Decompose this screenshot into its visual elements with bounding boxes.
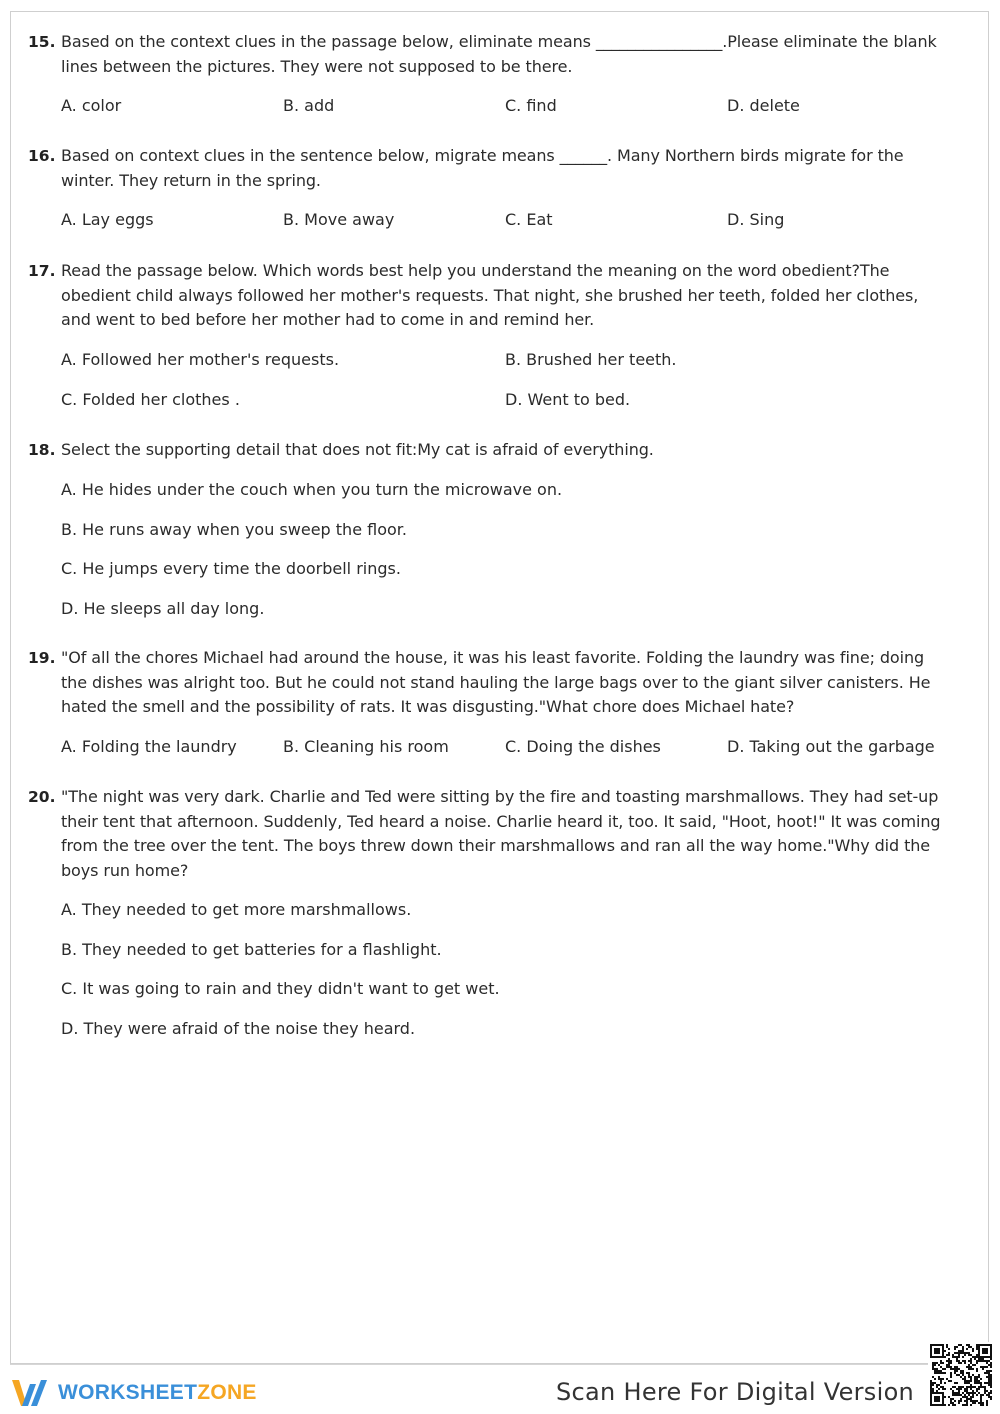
question-text: Based on context clues in the sentence below, migrate means ______. Many Northern birds migrate for the winter. They return in the spring. — [61, 146, 904, 190]
option-b[interactable]: B. Cleaning his room — [283, 736, 449, 756]
qr-code-icon[interactable] — [928, 1342, 994, 1408]
question-17 — [28, 259, 948, 414]
option-c[interactable]: C. find — [505, 96, 557, 115]
question-text: Based on the context clues in the passage below, eliminate means ________________.Please eliminate the blank lines between the pictures. They were not supposed to be there. — [61, 32, 937, 76]
question-number: 15. — [28, 33, 56, 51]
option-d[interactable]: D. Sing — [727, 210, 785, 229]
question-number: 20. — [28, 788, 56, 806]
option-a[interactable]: A. Lay eggs — [61, 210, 154, 229]
option-c[interactable]: C. Doing the dishes — [505, 736, 661, 756]
option-d[interactable]: D. He sleeps all day long. — [61, 598, 265, 618]
option-b[interactable]: B. Brushed her teeth. — [505, 349, 677, 369]
question-text: Read the passage below. Which words best help you understand the meaning on the word obedient?The obedient child always followed her mother's requests. That night, she brushed her teeth, folded her clothes, and went to bed before her mother had to come in and remind her. — [61, 261, 919, 329]
question-16 — [28, 144, 948, 234]
question-number: 16. — [28, 147, 56, 165]
worksheet-zone-logo[interactable] — [10, 1376, 257, 1410]
question-number: 18. — [28, 441, 56, 459]
question-19 — [28, 646, 948, 761]
option-c[interactable]: C. Eat — [505, 210, 553, 229]
option-c[interactable]: C. Folded her clothes . — [61, 389, 240, 409]
scan-instruction: Scan Here For Digital Version — [556, 1378, 915, 1406]
question-text: "The night was very dark. Charlie and Ted were sitting by the fire and toasting marshmallows. They had set-up their tent that afternoon. Suddenly, Ted heard a noise. Charlie heard it, too. It said, "Hoot, hoot!" It was coming from the tree over the tent. The boys threw down their marshmallows and ran all the way home."Why did the boys run home? — [61, 787, 941, 880]
question-text: "Of all the chores Michael had around the house, it was his least favorite. Folding the laundry was fine; doing the dishes was alright too. But he could not stand hauling the large bags over to the giant silver canisters. He hated the smell and the possibility of rats. It was disgusting."What chore does Michael hate? — [61, 648, 931, 716]
option-d[interactable]: D. delete — [727, 96, 800, 115]
question-number: 19. — [28, 649, 56, 667]
option-d[interactable]: D. Taking out the garbage — [727, 736, 935, 756]
option-a[interactable]: A. color — [61, 96, 122, 115]
question-18 — [28, 438, 948, 624]
option-c[interactable]: C. He jumps every time the doorbell rings. — [61, 558, 401, 578]
option-d[interactable]: D. Went to bed. — [505, 389, 631, 409]
option-d[interactable]: D. They were afraid of the noise they heard. — [61, 1019, 416, 1038]
w-logo-icon — [10, 1376, 52, 1410]
option-b[interactable]: B. Move away — [283, 210, 395, 229]
question-15 — [28, 30, 948, 120]
option-a[interactable]: A. Folding the laundry — [61, 736, 237, 756]
option-b[interactable]: B. add — [283, 96, 335, 115]
footer-divider — [10, 1364, 989, 1365]
question-20 — [28, 785, 948, 1044]
option-b[interactable]: B. They needed to get batteries for a flashlight. — [61, 940, 442, 959]
brand-name: WORKSHEETZONE — [58, 1381, 257, 1404]
option-a[interactable]: A. Followed her mother's requests. — [61, 349, 340, 369]
option-c[interactable]: C. It was going to rain and they didn't want to get wet. — [61, 979, 500, 998]
option-a[interactable]: A. They needed to get more marshmallows. — [61, 900, 412, 919]
question-text: Select the supporting detail that does not fit:My cat is afraid of everything. — [61, 440, 654, 459]
question-number: 17. — [28, 262, 56, 280]
option-b[interactable]: B. He runs away when you sweep the floor. — [61, 519, 407, 539]
option-a[interactable]: A. He hides under the couch when you turn the microwave on. — [61, 479, 563, 499]
